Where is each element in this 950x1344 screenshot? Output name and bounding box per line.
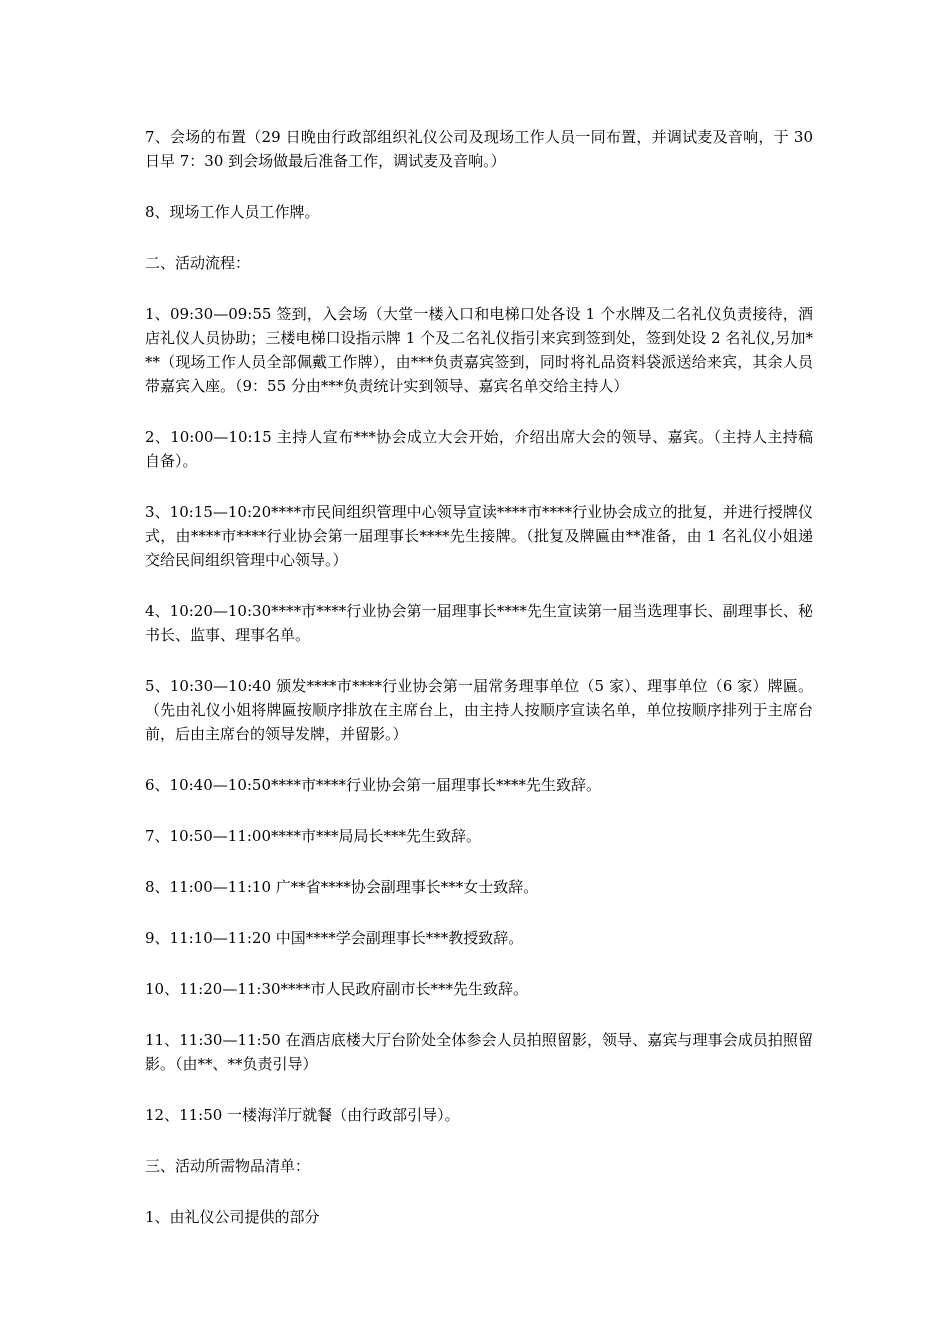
flow-item-8: 8、11:00—11:10 广**省****协会副理事长***女士致辞。 <box>145 878 539 896</box>
flow-item-2: 2、10:00—10:15 主持人宣布***协会成立大会开始，介绍出席大会的领导、嘉宾。（主持人主持稿自备）。 <box>145 428 813 470</box>
document-body <box>145 125 813 1256</box>
flow-item-10: 10、11:20—11:30****市人民政府副市长***先生致辞。 <box>145 980 529 998</box>
section-heading-materials-list: 三、活动所需物品清单： <box>145 1157 311 1175</box>
item-venue-setup: 7、会场的布置（29 日晚由行政部组织礼仪公司及现场工作人员一同布置，并调试麦及音响，于 30 日早 7：30 到会场做最后准备工作，调试麦及音响。） <box>145 128 813 170</box>
materials-item-1: 1、由礼仪公司提供的部分 <box>145 1208 320 1226</box>
flow-item-11: 11、11:30—11:50 在酒店底楼大厅台阶处全体参会人员拍照留影，领导、嘉宾与理事会成员拍照留影。（由**、**负责引导） <box>145 1031 813 1073</box>
flow-item-3: 3、10:15—10:20****市民间组织管理中心领导宣读****市****行业协会成立的批复，并进行授牌仪式，由****市****行业协会第一届理事长****先生接牌。（批复及牌匾由**准备，由 1 名礼仪小姐递交给民间组织管理中心领导。） <box>145 503 813 569</box>
flow-item-7: 7、10:50—11:00****市***局局长***先生致辞。 <box>145 827 481 845</box>
flow-item-1: 1、09:30—09:55 签到，入会场（大堂一楼入口和电梯口处各设 1 个水牌及二名礼仪负责接待，酒店礼仪人员协助；三楼电梯口设指示牌 1 个及二名礼仪指引来宾到签到处，签到处设 2 名礼仪,另加***（现场工作人员全部佩戴工作牌），由***负责嘉宾签到，同时将礼品资料袋派送给来宾，其余人员带嘉宾入座。（9：55 分由***负责统计实到领导、嘉宾名单交给主持人） <box>145 305 813 395</box>
section-heading-event-flow: 二、活动流程： <box>145 254 251 272</box>
flow-item-12: 12、11:50 一楼海洋厅就餐（由行政部引导）。 <box>145 1106 460 1124</box>
flow-item-6: 6、10:40—10:50****市****行业协会第一届理事长****先生致辞。 <box>145 776 602 794</box>
flow-item-5: 5、10:30—10:40 颁发****市****行业协会第一届常务理事单位（5 家）、理事单位（6 家）牌匾。（先由礼仪小姐将牌匾按顺序排放在主席台上，由主持人按顺序宣读名单，单位按顺序排列于主席台前，后由主席台的领导发牌，并留影。） <box>145 677 813 743</box>
flow-item-9: 9、11:10—11:20 中国****学会副理事长***教授致辞。 <box>145 929 524 947</box>
flow-item-4: 4、10:20—10:30****市****行业协会第一届理事长****先生宣读第一届当选理事长、副理事长、秘书长、监事、理事名单。 <box>145 602 813 644</box>
item-staff-badges: 8、现场工作人员工作牌。 <box>145 203 320 221</box>
